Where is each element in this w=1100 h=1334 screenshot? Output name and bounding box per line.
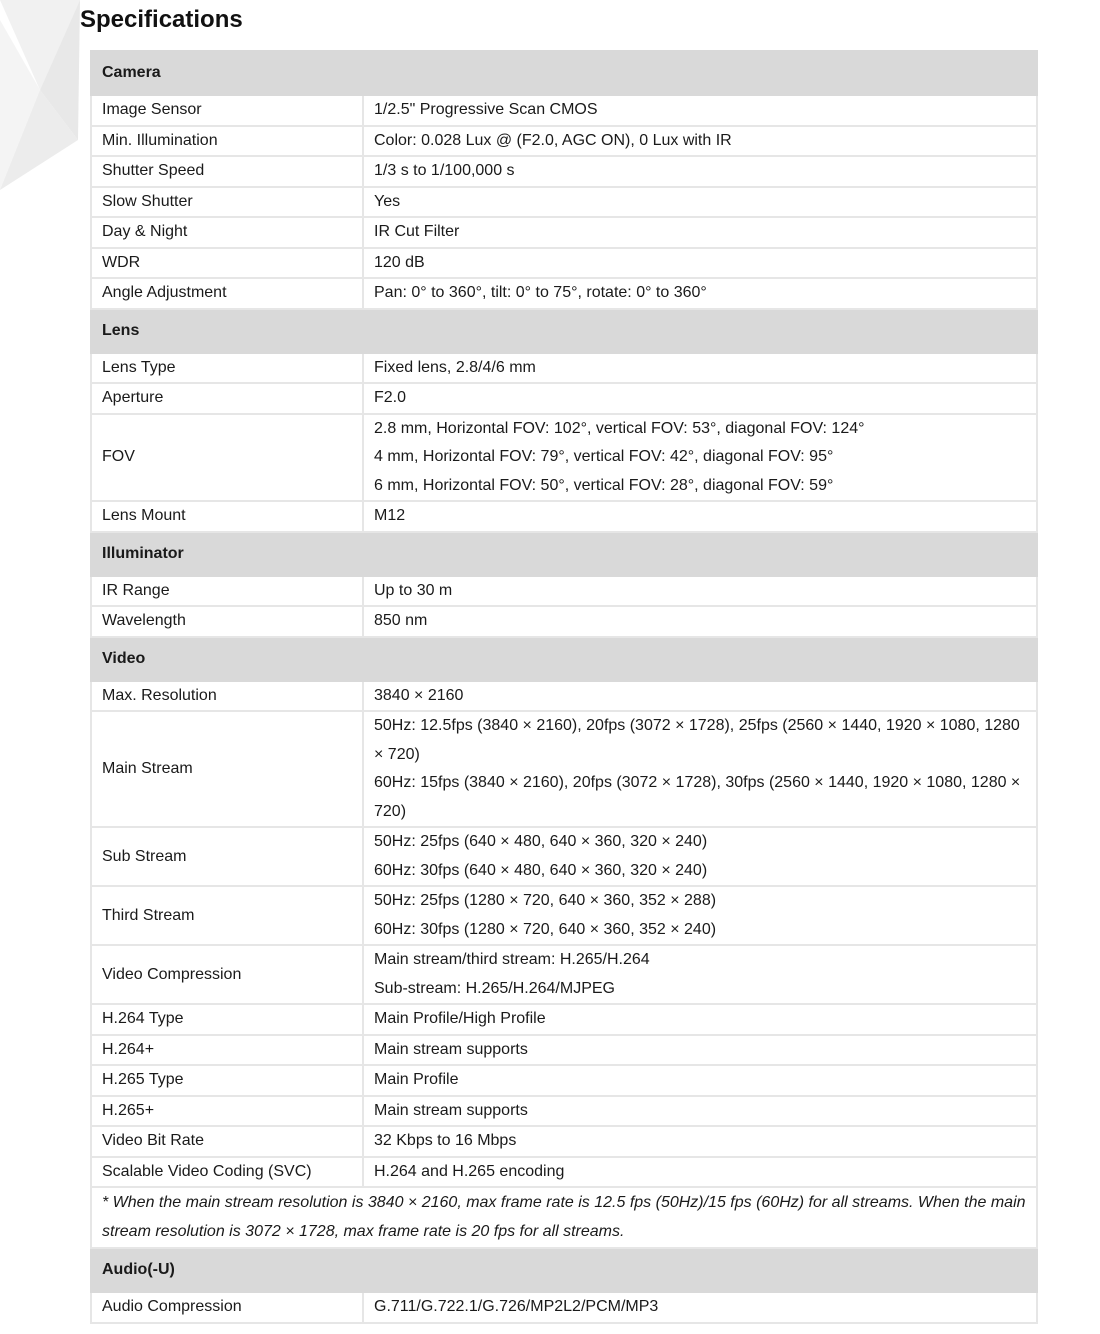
- spec-value-line: M12: [374, 507, 406, 524]
- spec-value: [363, 1292, 1037, 1323]
- spec-row: [91, 1157, 1037, 1188]
- section-header: [91, 1248, 1037, 1292]
- spec-value: [363, 156, 1037, 187]
- spec-label: Shutter Speed: [91, 156, 363, 187]
- spec-label: H.265+: [91, 1096, 363, 1127]
- spec-value-line: 60Hz: 15fps (3840 × 2160), 20fps (3072 × 1728), 30fps (2560 × 1440, 1920 × 1080, 1280 × 720): [374, 774, 1021, 820]
- spec-row: [91, 217, 1037, 248]
- spec-label: Max. Resolution: [91, 681, 363, 712]
- section-title: Illuminator: [91, 532, 1037, 576]
- spec-label: Scalable Video Coding (SVC): [91, 1157, 363, 1188]
- spec-value-line: F2.0: [374, 389, 407, 406]
- spec-label: Day & Night: [91, 217, 363, 248]
- spec-row: [91, 711, 1037, 827]
- spec-row: [91, 1035, 1037, 1066]
- spec-value-line: 50Hz: 25fps (1280 × 720, 640 × 360, 352 × 288): [374, 892, 717, 909]
- spec-value: [363, 383, 1037, 414]
- spec-row: [91, 1096, 1037, 1127]
- section-header: [91, 51, 1037, 95]
- section-header: [91, 637, 1037, 681]
- spec-label: H.265 Type: [91, 1065, 363, 1096]
- spec-row: [91, 156, 1037, 187]
- spec-row: [91, 945, 1037, 1004]
- spec-value-line: 2.8 mm, Horizontal FOV: 102°, vertical FOV: 53°, diagonal FOV: 124°: [374, 419, 865, 437]
- spec-value-line: Up to 30 m: [374, 581, 453, 599]
- spec-value: [363, 945, 1037, 1004]
- spec-value: [363, 1065, 1037, 1096]
- spec-value-line: Sub-stream: H.265/H.264/MJPEG: [374, 979, 615, 997]
- spec-label: Lens Type: [91, 353, 363, 384]
- spec-value-line: 6 mm, Horizontal FOV: 50°, vertical FOV: 28°, diagonal FOV: 59°: [374, 476, 834, 494]
- spec-label: Video Bit Rate: [91, 1126, 363, 1157]
- spec-row: [91, 606, 1037, 637]
- spec-row: [91, 1065, 1037, 1096]
- spec-label: Video Compression: [91, 945, 363, 1004]
- spec-value-line: 60Hz: 30fps (640 × 480, 640 × 360, 320 × 240): [374, 861, 708, 879]
- spec-value-line: 60Hz: 30fps (1280 × 720, 640 × 360, 352 × 240): [374, 920, 717, 938]
- spec-label: Sub Stream: [91, 827, 363, 886]
- spec-row: [91, 501, 1037, 532]
- spec-value-line: 4 mm, Horizontal FOV: 79°, vertical FOV: 42°, diagonal FOV: 95°: [374, 448, 834, 465]
- spec-label: Audio Compression: [91, 1292, 363, 1323]
- spec-row: [91, 886, 1037, 945]
- section-title: Video: [91, 637, 1037, 681]
- spec-label: Aperture: [91, 383, 363, 414]
- spec-value: [363, 1096, 1037, 1127]
- spec-value: [363, 1157, 1037, 1188]
- spec-value-line: Main Profile: [374, 1071, 459, 1088]
- spec-value-line: 32 Kbps to 16 Mbps: [374, 1132, 517, 1149]
- spec-row: [91, 681, 1037, 712]
- spec-value: [363, 1035, 1037, 1066]
- section-header: [91, 309, 1037, 353]
- specifications-table: [90, 50, 1038, 1324]
- spec-value: [363, 248, 1037, 279]
- spec-value-line: Pan: 0° to 360°, tilt: 0° to 75°, rotate: 0° to 360°: [374, 284, 707, 301]
- spec-value-line: 1/3 s to 1/100,000 s: [374, 162, 515, 179]
- spec-row: [91, 1126, 1037, 1157]
- spec-value: [363, 576, 1037, 607]
- footnote-row: [91, 1187, 1037, 1248]
- spec-value-line: 50Hz: 12.5fps (3840 × 2160), 20fps (3072 × 1728), 25fps (2560 × 1440, 1920 × 1080, 1280 × 720): [374, 717, 1020, 763]
- spec-value: [363, 217, 1037, 248]
- spec-label: Image Sensor: [91, 95, 363, 126]
- spec-value: [363, 681, 1037, 712]
- spec-label: WDR: [91, 248, 363, 279]
- spec-row: [91, 827, 1037, 886]
- spec-value-line: G.711/G.722.1/G.726/MP2L2/PCM/MP3: [374, 1298, 659, 1315]
- spec-row: [91, 576, 1037, 607]
- spec-value: [363, 827, 1037, 886]
- spec-label: FOV: [91, 414, 363, 502]
- spec-value-line: Yes: [374, 192, 401, 210]
- spec-value-line: Main Profile/High Profile: [374, 1010, 546, 1027]
- spec-value-line: 50Hz: 25fps (640 × 480, 640 × 360, 320 × 240): [374, 833, 708, 850]
- section-title: Camera: [91, 51, 1037, 95]
- spec-label: IR Range: [91, 576, 363, 607]
- spec-value: [363, 606, 1037, 637]
- spec-value-line: Main stream supports: [374, 1101, 528, 1119]
- spec-label: Wavelength: [91, 606, 363, 637]
- spec-row: [91, 1292, 1037, 1323]
- spec-value-line: Main stream/third stream: H.265/H.264: [374, 951, 650, 968]
- spec-value: [363, 1004, 1037, 1035]
- spec-value: [363, 414, 1037, 502]
- spec-row: [91, 414, 1037, 502]
- spec-label: Third Stream: [91, 886, 363, 945]
- spec-value: [363, 278, 1037, 309]
- spec-value-line: 120 dB: [374, 253, 425, 271]
- spec-label: Angle Adjustment: [91, 278, 363, 309]
- spec-label: Main Stream: [91, 711, 363, 827]
- spec-row: [91, 126, 1037, 157]
- spec-value-line: Main stream supports: [374, 1040, 528, 1058]
- spec-value-line: H.264 and H.265 encoding: [374, 1162, 565, 1180]
- spec-label: Lens Mount: [91, 501, 363, 532]
- spec-row: [91, 353, 1037, 384]
- spec-value-line: 3840 × 2160: [374, 686, 464, 704]
- spec-value-line: IR Cut Filter: [374, 223, 460, 240]
- spec-value: [363, 95, 1037, 126]
- footnote: * When the main stream resolution is 3840 × 2160, max frame rate is 12.5 fps (50Hz)/15 fps (60Hz) for all streams. When the main stream resolution is 3072 × 1728, max frame rate is 20 fps for all streams.: [91, 1187, 1037, 1248]
- spec-label: H.264+: [91, 1035, 363, 1066]
- spec-label: H.264 Type: [91, 1004, 363, 1035]
- spec-value-line: 1/2.5" Progressive Scan CMOS: [374, 101, 598, 118]
- spec-row: [91, 95, 1037, 126]
- section-title: Lens: [91, 309, 1037, 353]
- spec-row: [91, 1004, 1037, 1035]
- spec-value: [363, 886, 1037, 945]
- spec-value: [363, 353, 1037, 384]
- section-title: Audio(-U): [91, 1248, 1037, 1292]
- section-header: [91, 532, 1037, 576]
- spec-value-line: 850 nm: [374, 612, 428, 629]
- spec-label: Min. Illumination: [91, 126, 363, 157]
- spec-value: [363, 187, 1037, 218]
- spec-row: [91, 187, 1037, 218]
- spec-value: [363, 501, 1037, 532]
- spec-label: Slow Shutter: [91, 187, 363, 218]
- spec-row: [91, 383, 1037, 414]
- spec-value-line: Fixed lens, 2.8/4/6 mm: [374, 358, 536, 376]
- spec-value: [363, 711, 1037, 827]
- spec-row: [91, 278, 1037, 309]
- page-title: Specifications: [80, 6, 243, 33]
- spec-row: [91, 248, 1037, 279]
- spec-value: [363, 1126, 1037, 1157]
- spec-value-line: Color: 0.028 Lux @ (F2.0, AGC ON), 0 Lux with IR: [374, 131, 732, 149]
- spec-value: [363, 126, 1037, 157]
